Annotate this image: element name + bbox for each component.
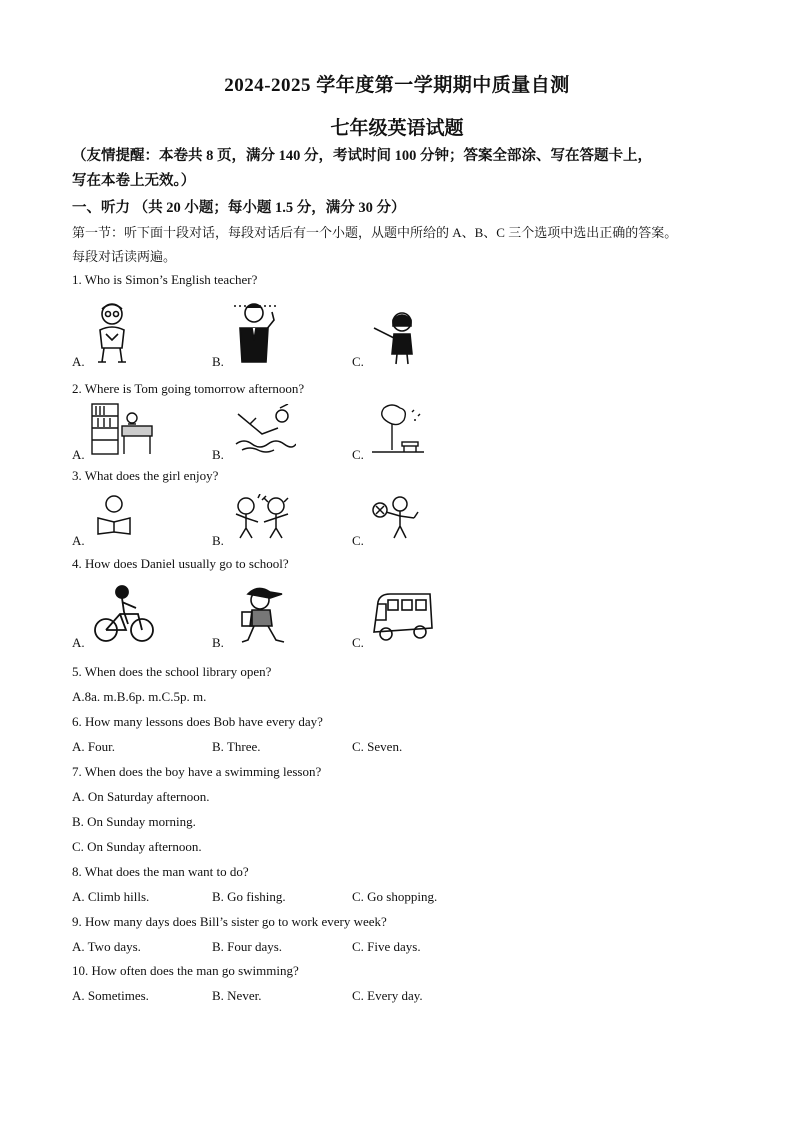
q7-option-c: C. On Sunday afternoon.	[72, 839, 202, 854]
section-heading: 一、听力 （共 20 小题；每小题 1.5 分，满分 30 分）	[72, 200, 406, 216]
part-intro-line2: 每段对话读两遍。	[72, 249, 177, 264]
children-dancing-picture	[230, 494, 296, 542]
question-4-stem: 4. How does Daniel usually go to school?	[72, 556, 289, 571]
q3-option-a-label: A.	[72, 533, 85, 548]
q10-option-b: B. Never.	[212, 988, 262, 1003]
q7-option-b: B. On Sunday morning.	[72, 814, 196, 829]
man-in-suit-picture	[230, 300, 280, 364]
q1-option-b-label: B.	[212, 354, 224, 369]
q2-option-c-label: C.	[352, 447, 364, 462]
classroom-library-picture	[90, 402, 156, 456]
q1-option-c-label: C.	[352, 354, 364, 369]
question-8-stem: 8. What does the man want to do?	[72, 864, 249, 879]
q3-option-c-label: C.	[352, 533, 364, 548]
q9-option-c: C. Five days.	[352, 939, 421, 954]
exam-note-line1: （友情提醒：本卷共 8 页，满分 140 分，考试时间 100 分钟；答案全部涂、写在答题卡上，	[72, 148, 652, 164]
exam-note-line2: 写在本卷上无效。）	[72, 173, 196, 189]
exam-title: 2024-2025 学年度第一学期期中质量自测	[224, 75, 570, 96]
man-with-glasses-picture	[88, 300, 136, 364]
q4-option-a-label: A.	[72, 635, 85, 650]
q10-option-a: A. Sometimes.	[72, 988, 149, 1003]
q3-option-b-label: B.	[212, 533, 224, 548]
q8-option-a: A. Climb hills.	[72, 889, 150, 904]
swimming-picture	[232, 404, 296, 454]
q2-option-b-label: B.	[212, 447, 224, 462]
question-2-stem: 2. Where is Tom going tomorrow afternoon?	[72, 381, 305, 396]
question-10-stem: 10. How often does the man go swimming?	[72, 963, 299, 978]
girl-reading-picture	[92, 494, 136, 536]
q8-option-b: B. Go fishing.	[212, 889, 286, 904]
question-3-stem: 3. What does the girl enjoy?	[72, 468, 219, 483]
question-9-stem: 9. How many days does Bill’s sister go to work every week?	[72, 914, 387, 929]
q7-option-a: A. On Saturday afternoon.	[72, 789, 210, 804]
q8-option-c: C. Go shopping.	[352, 889, 438, 904]
girl-with-fan-picture	[370, 494, 424, 542]
q4-option-c-label: C.	[352, 635, 364, 650]
q1-option-a-label: A.	[72, 354, 85, 369]
woman-teacher-pointing-picture	[372, 310, 422, 366]
question-1-stem: 1. Who is Simon’s English teacher?	[72, 272, 258, 287]
part-intro-line1: 第一节：听下面十段对话，每段对话后有一个小题，从题中所给的 A、B、C 三个选项中选出正确的答案。	[72, 225, 678, 240]
q4-option-b-label: B.	[212, 635, 224, 650]
q6-option-c: C. Seven.	[352, 739, 403, 754]
school-bus-picture	[370, 588, 436, 644]
q6-option-a: A. Four.	[72, 739, 115, 754]
question-5-stem: 5. When does the school library open?	[72, 664, 272, 679]
q6-option-b: B. Three.	[212, 739, 261, 754]
boy-with-cap-walking-picture	[234, 584, 290, 644]
boy-riding-bike-picture	[94, 584, 154, 644]
q2-option-a-label: A.	[72, 447, 85, 462]
q9-option-b: B. Four days.	[212, 939, 283, 954]
q9-option-a: A. Two days.	[72, 939, 141, 954]
q5-options-line: A.8a. m.B.6p. m.C.5p. m.	[72, 689, 207, 704]
exam-subtitle: 七年级英语试题	[330, 118, 464, 139]
question-7-stem: 7. When does the boy have a swimming lesson?	[72, 764, 322, 779]
question-6-stem: 6. How many lessons does Bob have every day?	[72, 714, 323, 729]
park-tree-picture	[368, 402, 428, 458]
q10-option-c: C. Every day.	[352, 988, 423, 1003]
